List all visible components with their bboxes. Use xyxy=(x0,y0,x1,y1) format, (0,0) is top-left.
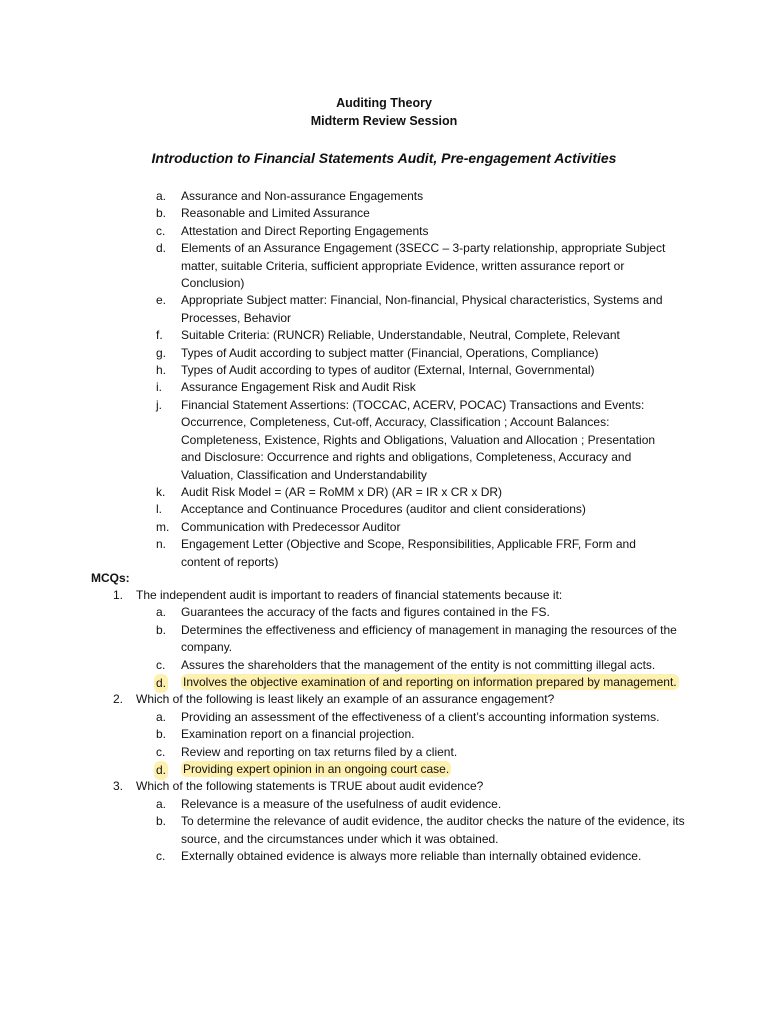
topic-marker: k. xyxy=(156,484,166,499)
topic-text: Audit Risk Model = (AR = RoMM x DR) (AR = IR x CR x DR) xyxy=(181,484,503,499)
choice-list xyxy=(156,796,693,866)
question-number: 3. xyxy=(113,779,124,794)
topic-item xyxy=(156,484,676,501)
topic-text: Assurance Engagement Risk and Audit Risk xyxy=(181,380,416,395)
topic-marker: f. xyxy=(156,328,163,343)
topic-item xyxy=(156,205,676,222)
section-title: Introduction to Financial Statements Audit, Pre-engagement Activities xyxy=(151,150,617,166)
choice-text: Review and reporting on tax returns filed by a client. xyxy=(181,744,458,759)
session-title: Midterm Review Session xyxy=(310,114,458,128)
choice-text: Examination report on a financial projection. xyxy=(181,727,415,742)
topic-item xyxy=(156,223,676,240)
topic-marker: d. xyxy=(156,241,167,256)
topic-item xyxy=(156,536,676,571)
topic-marker: e. xyxy=(156,293,167,308)
choice-text: Providing an assessment of the effectiveness of a client’s accounting information systems. xyxy=(181,709,660,724)
choice-item xyxy=(156,622,693,657)
choice-marker: b. xyxy=(156,814,167,829)
topic-text: Communication with Predecessor Auditor xyxy=(181,519,401,534)
choice-item xyxy=(156,709,693,726)
choice-marker: d. xyxy=(154,761,168,780)
question-item xyxy=(113,691,693,778)
topic-text: Assurance and Non-assurance Engagements xyxy=(181,189,424,203)
choice-list xyxy=(156,604,693,691)
question-text: Which of the following statements is TRUE about audit evidence? xyxy=(136,779,484,794)
topic-list xyxy=(156,188,676,571)
topic-text: Reasonable and Limited Assurance xyxy=(181,206,370,221)
choice-item xyxy=(156,796,693,813)
choice-marker: c. xyxy=(156,744,166,759)
topic-text: Attestation and Direct Reporting Engagements xyxy=(181,223,429,238)
choice-marker: a. xyxy=(156,796,167,811)
choice-text: Relevance is a measure of the usefulness of audit evidence. xyxy=(181,796,502,811)
choice-marker: d. xyxy=(154,674,168,693)
choice-marker: a. xyxy=(156,709,167,724)
topic-item xyxy=(156,345,676,362)
course-title: Auditing Theory xyxy=(336,96,432,110)
question-item xyxy=(113,778,693,865)
choice-item xyxy=(156,726,693,743)
choice-marker: b. xyxy=(156,622,167,637)
topic-item xyxy=(156,397,676,484)
topic-text: Types of Audit according to types of auditor (External, Internal, Governmental) xyxy=(181,363,595,378)
choice-item xyxy=(156,657,693,674)
topic-item xyxy=(156,362,676,379)
choice-marker: c. xyxy=(156,657,166,672)
topic-marker: c. xyxy=(156,223,166,238)
topic-marker: i. xyxy=(156,380,162,395)
choice-text: Guarantees the accuracy of the facts and figures contained in the FS. xyxy=(181,605,550,620)
topic-text: Elements of an Assurance Engagement (3SECC – 3-party relationship, appropriate Subject matter, suitable Criteria, sufficient appropriate Evidence, written assurance report or Conclusion) xyxy=(181,241,666,291)
topic-marker: n. xyxy=(156,537,167,552)
choice-text: To determine the relevance of audit evidence, the auditor checks the nature of the evidence, its source, and the circumstances under which it was obtained. xyxy=(181,814,685,846)
mcq-heading: MCQs: xyxy=(91,571,130,585)
topic-item xyxy=(156,188,676,205)
question-number: 1. xyxy=(113,588,124,602)
choice-text: Assures the shareholders that the management of the entity is not committing illegal acts. xyxy=(181,657,656,672)
highlighted-answer: Involves the objective examination of and reporting on information prepared by management. xyxy=(183,675,677,690)
topic-marker: g. xyxy=(156,345,167,360)
topic-text: Engagement Letter (Objective and Scope, Responsibilities, Applicable FRF, Form and content of reports) xyxy=(181,537,636,569)
choice-marker: b. xyxy=(156,727,167,742)
topic-marker: m. xyxy=(156,519,170,534)
topic-text: Financial Statement Assertions: (TOCCAC, ACERV, POCAC) Transactions and Events: Occurrence, Completeness, Cut-off, Accuracy, Classification ; Account Balances: Completeness, Existence, Rights and Obligations, Valuation and Allocation ; Presentation and Disclosure: Occurrence and rights and obligations, Completeness, Accuracy and Valuation, Classification and Understandability xyxy=(181,397,656,482)
topic-item xyxy=(156,327,676,344)
topic-marker: l. xyxy=(156,502,162,517)
topic-marker: h. xyxy=(156,363,167,378)
choice-item xyxy=(156,813,693,848)
question-text: The independent audit is important to readers of financial statements because it: xyxy=(136,588,563,602)
choice-marker: a. xyxy=(156,605,167,620)
choice-item-highlighted xyxy=(156,674,693,691)
topic-text: Suitable Criteria: (RUNCR) Reliable, Understandable, Neutral, Complete, Relevant xyxy=(181,328,620,343)
highlighted-answer: Providing expert opinion in an ongoing court case. xyxy=(183,762,450,777)
choice-list xyxy=(156,709,693,779)
choice-text: Determines the effectiveness and efficiency of management in managing the resources of the company. xyxy=(181,622,677,655)
topic-item xyxy=(156,501,676,518)
question-text: Which of the following is least likely an example of an assurance engagement? xyxy=(136,692,555,707)
choice-text: Externally obtained evidence is always more reliable than internally obtained evidence. xyxy=(181,849,642,864)
choice-item xyxy=(156,604,693,621)
choice-item-highlighted xyxy=(156,761,693,778)
topic-item xyxy=(156,240,676,292)
topic-text: Types of Audit according to subject matter (Financial, Operations, Compliance) xyxy=(181,345,599,360)
topic-text: Acceptance and Continuance Procedures (auditor and client considerations) xyxy=(181,502,586,517)
topic-marker: j. xyxy=(156,397,162,412)
choice-marker: c. xyxy=(156,849,166,864)
topic-item xyxy=(156,519,676,536)
topic-marker: b. xyxy=(156,206,167,221)
topic-item xyxy=(156,292,676,327)
question-number: 2. xyxy=(113,692,124,707)
mcq-list xyxy=(113,587,693,866)
topic-item xyxy=(156,379,676,396)
topic-text: Appropriate Subject matter: Financial, Non-financial, Physical characteristics, Systems and Processes, Behavior xyxy=(181,293,663,325)
question-item xyxy=(113,587,693,691)
topic-marker: a. xyxy=(156,189,167,203)
choice-item xyxy=(156,848,693,865)
choice-item xyxy=(156,744,693,761)
